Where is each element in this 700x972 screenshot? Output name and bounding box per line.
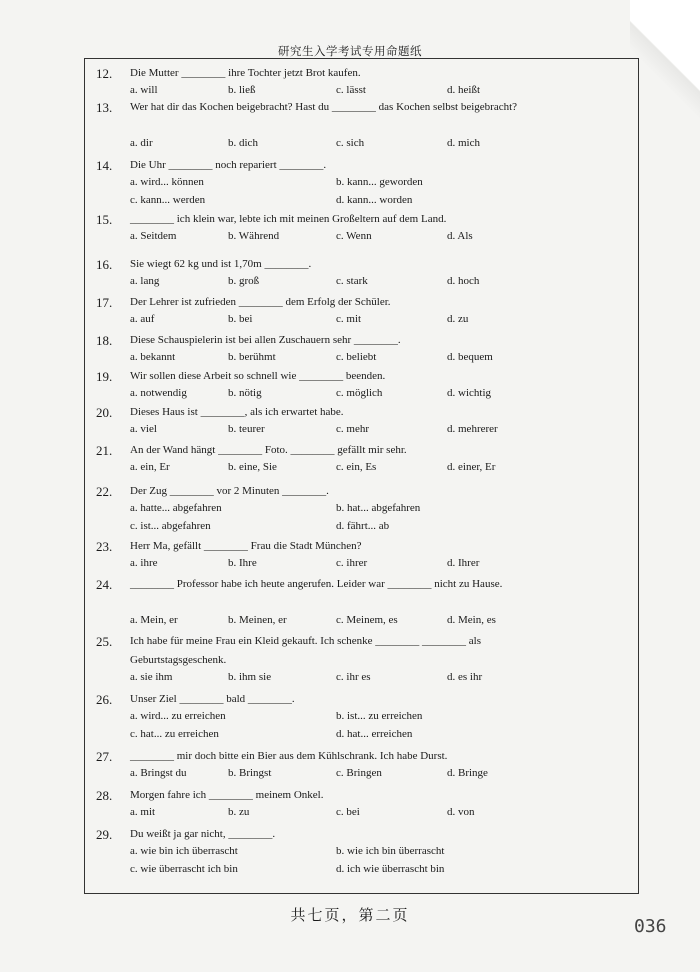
question-number: 23.	[96, 539, 113, 554]
option-b[interactable]: b. berühmt	[228, 351, 276, 363]
question-text: Ich habe für meine Frau ein Kleid gekauft. Ich schenke ________ ________ als Geburtstagsgeschenk.	[130, 635, 481, 666]
option-b[interactable]: b. Meinen, er	[228, 614, 287, 626]
option-c[interactable]: c. mehr	[336, 423, 369, 435]
question-text: Unser Ziel ________ bald ________.	[130, 693, 295, 705]
question-number: 14.	[96, 158, 113, 173]
question-number: 16.	[96, 257, 113, 272]
option-b[interactable]: b. ließ	[228, 84, 256, 96]
option-c[interactable]: c. ein, Es	[336, 461, 377, 473]
question-text: Der Zug ________ vor 2 Minuten ________.	[130, 485, 329, 497]
option-b[interactable]: b. Während	[228, 230, 280, 242]
option-b[interactable]: b. zu	[228, 806, 250, 818]
question-number: 28.	[96, 788, 113, 803]
option-d[interactable]: d. hat... erreichen	[336, 728, 413, 740]
question-number: 22.	[96, 484, 113, 499]
option-b[interactable]: b. Bringst	[228, 767, 272, 779]
question-number: 19.	[96, 369, 113, 384]
question-number: 27.	[96, 749, 113, 764]
option-b[interactable]: b. eine, Sie	[228, 461, 277, 473]
option-a[interactable]: a. Mein, er	[130, 614, 178, 626]
question-text: Du weißt ja gar nicht, ________.	[130, 828, 276, 840]
option-d[interactable]: d. Ihrer	[447, 557, 480, 569]
option-b[interactable]: b. ihm sie	[228, 671, 272, 683]
question-text: ________ Professor habe ich heute angerufen. Leider war ________ nicht zu Hause.	[130, 578, 503, 590]
option-d[interactable]: d. wichtig	[447, 387, 491, 399]
option-d[interactable]: d. kann... worden	[336, 194, 413, 206]
option-d[interactable]: d. es ihr	[447, 671, 483, 683]
page-stamp: 036	[634, 916, 667, 937]
option-c[interactable]: c. Wenn	[336, 230, 372, 242]
option-d[interactable]: d. zu	[447, 313, 469, 325]
folded-corner	[630, 0, 700, 130]
option-c[interactable]: c. kann... werden	[130, 194, 206, 206]
option-a[interactable]: a. notwendig	[130, 387, 187, 399]
option-a[interactable]: a. Seitdem	[130, 230, 177, 242]
question-text: Herr Ma, gefällt ________ Frau die Stadt München?	[130, 540, 362, 552]
option-c[interactable]: c. möglich	[336, 387, 383, 399]
question-text: Die Mutter ________ ihre Tochter jetzt Brot kaufen.	[130, 67, 361, 79]
option-c[interactable]: c. ihr es	[336, 671, 371, 683]
option-d[interactable]: d. fährt... ab	[336, 520, 390, 532]
option-c[interactable]: c. Bringen	[336, 767, 382, 779]
page-footer: 共七页，第二页	[290, 908, 410, 924]
option-a[interactable]: a. wie bin ich überrascht	[130, 845, 238, 857]
question-text: ________ mir doch bitte ein Bier aus dem Kühlschrank. Ich habe Durst.	[130, 750, 448, 762]
option-d[interactable]: d. von	[447, 806, 475, 818]
question-text: Der Lehrer ist zufrieden ________ dem Erfolg der Schüler.	[130, 296, 391, 308]
option-d[interactable]: d. ich wie überrascht bin	[336, 863, 445, 875]
question-text: ________ ich klein war, lebte ich mit meinen Großeltern auf dem Land.	[130, 213, 447, 225]
option-b[interactable]: b. wie ich bin überrascht	[336, 845, 445, 857]
question-number: 24.	[96, 577, 113, 592]
option-b[interactable]: b. ist... zu erreichen	[336, 710, 423, 722]
option-a[interactable]: a. Bringst du	[130, 767, 187, 779]
option-b[interactable]: b. hat... abgefahren	[336, 502, 421, 514]
option-d[interactable]: d. bequem	[447, 351, 493, 363]
option-a[interactable]: a. wird... können	[130, 176, 204, 188]
question-text: Morgen fahre ich ________ meinem Onkel.	[130, 789, 324, 801]
option-d[interactable]: d. mehrerer	[447, 423, 498, 435]
question-text: Wir sollen diese Arbeit so schnell wie ________ beenden.	[130, 370, 386, 382]
option-b[interactable]: b. kann... geworden	[336, 176, 423, 188]
option-c[interactable]: c. Meinem, es	[336, 614, 398, 626]
option-b[interactable]: b. dich	[228, 137, 258, 149]
option-d[interactable]: d. mich	[447, 137, 480, 149]
option-b[interactable]: b. bei	[228, 313, 253, 325]
option-c[interactable]: c. stark	[336, 275, 368, 287]
option-c[interactable]: c. lässt	[336, 84, 366, 96]
option-a[interactable]: a. viel	[130, 423, 157, 435]
option-c[interactable]: c. sich	[336, 137, 365, 149]
question-number: 29.	[96, 827, 113, 842]
question-number: 21.	[96, 443, 113, 458]
question-text: Diese Schauspielerin ist bei allen Zuschauern sehr ________.	[130, 334, 401, 346]
option-c[interactable]: c. beliebt	[336, 351, 377, 363]
option-c[interactable]: c. ist... abgefahren	[130, 520, 211, 532]
option-c[interactable]: c. mit	[336, 313, 362, 325]
option-a[interactable]: a. auf	[130, 313, 155, 325]
question-number: 15.	[96, 212, 113, 227]
question-text: An der Wand hängt ________ Foto. ________ gefällt mir sehr.	[130, 444, 407, 456]
question-number: 20.	[96, 405, 113, 420]
option-a[interactable]: a. lang	[130, 275, 160, 287]
option-d[interactable]: d. Mein, es	[447, 614, 496, 626]
question-number: 12.	[96, 66, 113, 81]
page-header: 研究生入学考试专用命题纸	[278, 44, 422, 58]
option-d[interactable]: d. Bringe	[447, 767, 488, 779]
option-a[interactable]: a. bekannt	[130, 351, 176, 363]
option-a[interactable]: a. ihre	[130, 557, 158, 569]
option-d[interactable]: d. hoch	[447, 275, 480, 287]
question-text: Sie wiegt 62 kg und ist 1,70m ________.	[130, 258, 312, 270]
option-b[interactable]: b. teurer	[228, 423, 265, 435]
option-a[interactable]: a. dir	[130, 137, 153, 149]
question-text: Die Uhr ________ noch repariert ________.	[130, 159, 327, 171]
option-a[interactable]: a. ein, Er	[130, 461, 170, 473]
question-number: 18.	[96, 333, 113, 348]
question-text: Dieses Haus ist ________, als ich erwartet habe.	[130, 406, 344, 418]
option-d[interactable]: d. einer, Er	[447, 461, 496, 473]
question-number: 13.	[96, 100, 113, 115]
question-text: Wer hat dir das Kochen beigebracht? Hast du ________ das Kochen selbst beigebracht?	[130, 101, 518, 113]
option-a[interactable]: a. sie ihm	[130, 671, 173, 683]
option-b[interactable]: b. groß	[228, 275, 260, 287]
option-a[interactable]: a. wird... zu erreichen	[130, 710, 226, 722]
question-number: 25.	[96, 634, 113, 649]
option-b[interactable]: b. Ihre	[228, 557, 257, 569]
option-c[interactable]: c. wie überrascht ich bin	[130, 863, 238, 875]
option-c[interactable]: c. ihrer	[336, 557, 368, 569]
question-number: 26.	[96, 692, 113, 707]
option-a[interactable]: a. will	[130, 84, 158, 96]
option-a[interactable]: a. hatte... abgefahren	[130, 502, 222, 514]
option-d[interactable]: d. heißt	[447, 84, 480, 96]
option-c[interactable]: c. hat... zu erreichen	[130, 728, 219, 740]
option-b[interactable]: b. nötig	[228, 387, 262, 399]
option-c[interactable]: c. bei	[336, 806, 360, 818]
option-d[interactable]: d. Als	[447, 230, 473, 242]
question-number: 17.	[96, 295, 113, 310]
option-a[interactable]: a. mit	[130, 806, 156, 818]
